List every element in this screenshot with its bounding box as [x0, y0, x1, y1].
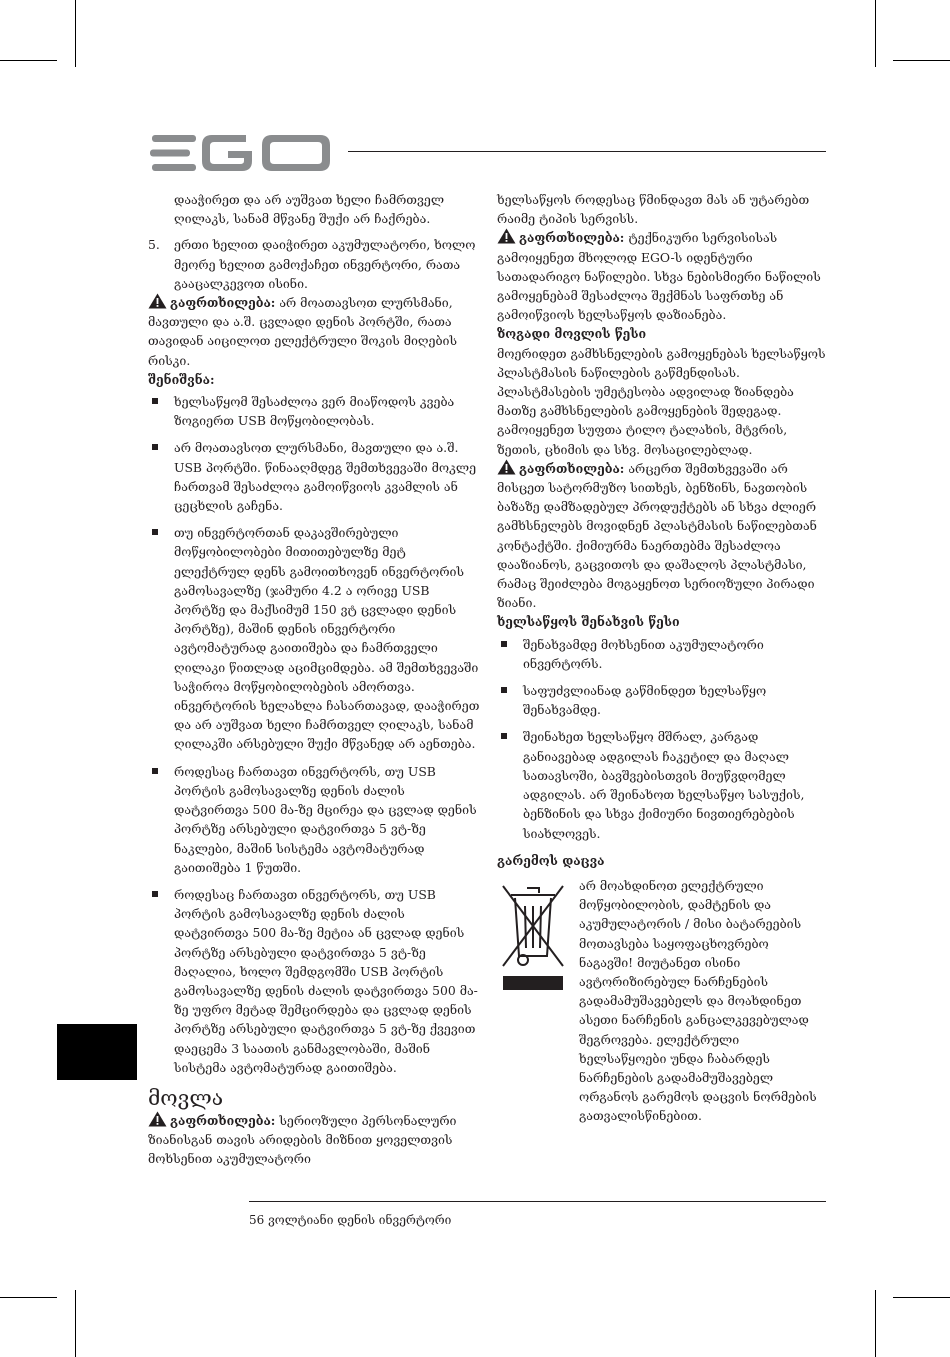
section-tab-marker: [57, 1024, 137, 1080]
warning-text: ტექნიკური სერვისისას გამოიყენეთ მხოლოდ EGO-ს იდენტური სათადარიგო ნაწილები. სხვა ნებისმიერი ნაწილის გამოყენებამ შესაძლოა შექმნას საფრთხე ან გამოიწვიოს ხელსაწყოს დაზიანება.: [497, 230, 821, 323]
warning-label: გაფრთხილება:: [170, 1112, 276, 1128]
warning-label: გაფრთხილება:: [519, 460, 625, 476]
warning-text: სერიოზული პერსონალური ზიანისგან თავის არიდების მიზნით ყოველთვის მოხსენით აკუმულატორი: [148, 1112, 457, 1167]
page-footer: [249, 1212, 451, 1228]
storage-bullet-list: [497, 635, 832, 843]
weee-symbol: [497, 876, 579, 1126]
crop-mark: [75, 0, 76, 67]
environment-block: [497, 876, 832, 1126]
crossed-out-bin-icon: [497, 882, 569, 994]
warning-block: [497, 228, 832, 324]
list-item: [497, 681, 832, 719]
list-item-text: თუ ინვერტორთან დაკავშირებული მოწყობილობები მითითებულზე მეტ ელექტრულ დენს გამოითხოვენ ინვერტორის გამოსავალზე (ჯამური 4.2 ა ორივე USB პორტზე და მაქსიმუმ 150 ვტ ცვლადი დენის პორტზე), მაშინ დენის ინვერტორი ავტომატურად გაითიშება და ჩამრთველი ღილაკი წითლად აციმციმდება. ამ შემთხვევაში საჭიროა მოწყობილობების ამორთვა. ინვერტორის ხელახლა ჩასართავად, დააჭირეთ და არ აუშვათ ხელი ჩამრთველ ღილაკს, სანამ ღილაკში არსებული შუქი მწვანედ არ აენთება.: [174, 525, 480, 752]
bullet-icon: [152, 529, 158, 535]
ego-logo: [150, 133, 332, 173]
heading-general-care: ზოგადი მოვლის წესი: [497, 326, 647, 342]
header-rule: [348, 151, 826, 152]
section-heading-maintenance: მოვლა: [148, 1085, 224, 1110]
continued-paragraph: ხელსაწყოს როდესაც წმინდავთ მას ან უტარებთ რაიმე ტიპის სერვისს.: [497, 192, 810, 227]
warning-text: არ მოათავსოთ ლურსმანი, მავთული და ა.შ. ცვლადი დენის პორტში, რათა თავიდან აიცილოთ ელექტრული შოკის მიღების რისკი.: [148, 295, 458, 368]
note-heading: შენიშვნა:: [148, 371, 215, 387]
list-item-text: შეინახეთ ხელსაწყო მშრალ, კარგად განიავებად ადგილას ჩაკეტილ და მაღალ სათავსოში, ბავშვებისთვის მიუწვდომელ ადგილას. არ შეინახოთ ხელსაწყო სასუქის, ბენზინის და სხვა ქიმიური ნივთიერებების სიახლოვეს.: [523, 729, 805, 841]
list-item-text: შენახვამდე მოხსენით აკუმულატორი ინვერტორს.: [523, 636, 764, 671]
step-text: ერთი ხელით დაიჭირეთ აკუმულატორი, ხოლო მეორე ხელით გამოქაჩეთ ინვერტორი, რათა გააცალკევოთ ისინი.: [174, 237, 476, 291]
list-item: [148, 762, 483, 877]
footer-rule: [249, 1201, 826, 1202]
list-item: [148, 392, 483, 430]
bullet-icon: [501, 733, 507, 739]
step-5: [148, 235, 483, 293]
warning-text: არცერთ შემთხვევაში არ მისცეთ სატორმუზო სითხეს, ბენზინს, ნავთობის ბაზაზე დამზადებულ პროდუქტებს ან სხვა ძლიერ გამხსნელებს მოვიდნენ პლასტმასის ნაწილებთან კონტაქტში. ქიმიურმა ნაერთებმა შესაძლოა დააზიანოს, გაცვითოს და დაშალოს პლასტმასი, რამაც შეიძლება მოგაყენოთ სერიოზული პირადი ზიანი.: [497, 460, 817, 611]
bullet-icon: [501, 687, 507, 693]
heading-environment: გარემოს დაცვა: [497, 852, 605, 868]
warning-block: [497, 459, 832, 613]
general-care-paragraph: მოერიდეთ გამხსნელების გამოყენებას ხელსაწყოს პლასტმასის ნაწილების გაწმენდისას. პლასტმასების უმეტესობა ადვილად ზიანდება მათზე გამხსნელების გამოყენების შედეგად. გამოიყენეთ სუფთა ტილო ტალახის, მტვრის, ზეთის, ცხიმის და სხვ. მოსაცილებლად.: [497, 345, 826, 457]
note-bullet-list: [148, 392, 483, 1077]
continued-paragraph: დააჭირეთ და არ აუშვათ ხელი ჩამრთველ ღილაკს, სანამ მწვანე შუქი არ ჩაქრება.: [174, 192, 445, 227]
warning-label: გაფრთხილება:: [519, 230, 625, 246]
list-item: [497, 635, 832, 673]
footer-title: ვოლტიანი დენის ინვერტორი: [268, 1213, 452, 1227]
list-item: [148, 523, 483, 753]
list-item-text: არ მოათავსოთ ლურსმანი, მავთული და ა.შ. USB პორტში. წინააღმდეგ შემთხვევაში მოკლე ჩართვამ შესაძლოა გამოიწვიოს კვამლის ან ცეცხლის გაჩენა.: [174, 440, 477, 514]
list-item-text: როდესაც ჩართავთ ინვერტორს, თუ USB პორტის გამოსავალზე დენის ძალის დატვირთვა 500 მა-ზე მცირეა და ცვლად დენის პორტზე არსებული დატვირთვა 5 ვტ-ზე ნაკლები, მაშინ სისტემა ავტომატურად გაითიშება 1 წუთში.: [174, 763, 477, 875]
crop-mark: [893, 1297, 950, 1298]
warning-triangle-icon: [497, 228, 516, 244]
bullet-icon: [152, 891, 158, 897]
left-column: [148, 190, 483, 1169]
list-item-text: როდესაც ჩართავთ ინვერტორს, თუ USB პორტის გამოსავალზე დენის ძალის დატვირთვა 500 მა-ზე მეტია ან ცვლად დენის პორტზე არსებული დატვირთვა 5 ვტ-ზე მაღალია, ხოლო შემდგომში USB პორტის გამოსავალზე დენის ძალის დატვირთვა 500 მა-ზე უფრო მეტად შემცირდება და ცვლად დენის პორტზე არსებული დატვირთვა 5 ვტ-ზე ქვევით დაეცემა 3 საათის განმავლობაში, მაშინ სისტემა ავტომატურად გაითიშება.: [174, 886, 478, 1075]
heading-storage: ხელსაწყოს შენახვის წესი: [497, 614, 680, 630]
crop-mark: [0, 1297, 57, 1298]
page-number: 56: [249, 1213, 265, 1227]
step-number: 5.: [148, 237, 160, 253]
crop-mark: [875, 0, 876, 67]
warning-block: [148, 1111, 483, 1169]
list-item-text: საფუძვლიანად გაწმინდეთ ხელსაწყო შენახვამდე.: [523, 683, 767, 718]
warning-triangle-icon: [148, 293, 167, 309]
warning-block: [148, 293, 483, 370]
right-column: [497, 190, 832, 1126]
environment-text: არ მოახდინოთ ელექტრული მოწყობილობის, დამტენის და აკუმულატორის / მისი ბატარეების მოთავსება საყოფაცხოვრებო ნაგავში! მიუტანეთ ისინი ავტორიზირებულ ნარჩენების გადამამუშავებელს და მოახდინეთ ასეთი ნარჩენის განცალკევებულად შეგროვება. ელექტრული ხელსაწყოები უნდა ჩაბარდეს ნარჩენების გადამამუშავებელ ორგანოს გარემოს დაცვის ნორმების გათვალისწინებით.: [579, 877, 817, 1124]
crop-mark: [0, 60, 57, 61]
list-item: [148, 885, 483, 1077]
list-item: [148, 438, 483, 515]
warning-label: გაფრთხილება:: [170, 295, 276, 311]
crop-mark: [75, 1290, 76, 1357]
bullet-icon: [152, 398, 158, 404]
crop-mark: [875, 1290, 876, 1357]
bullet-icon: [501, 641, 507, 647]
crop-mark: [893, 60, 950, 61]
warning-triangle-icon: [148, 1111, 167, 1127]
bullet-icon: [152, 444, 158, 450]
list-item-text: ხელსაწყომ შესაძლოა ვერ მიაწოდოს კვება ზოგიერთ USB მოწყობილობას.: [174, 394, 455, 429]
warning-triangle-icon: [497, 459, 516, 475]
bullet-icon: [152, 768, 158, 774]
list-item: [497, 727, 832, 842]
